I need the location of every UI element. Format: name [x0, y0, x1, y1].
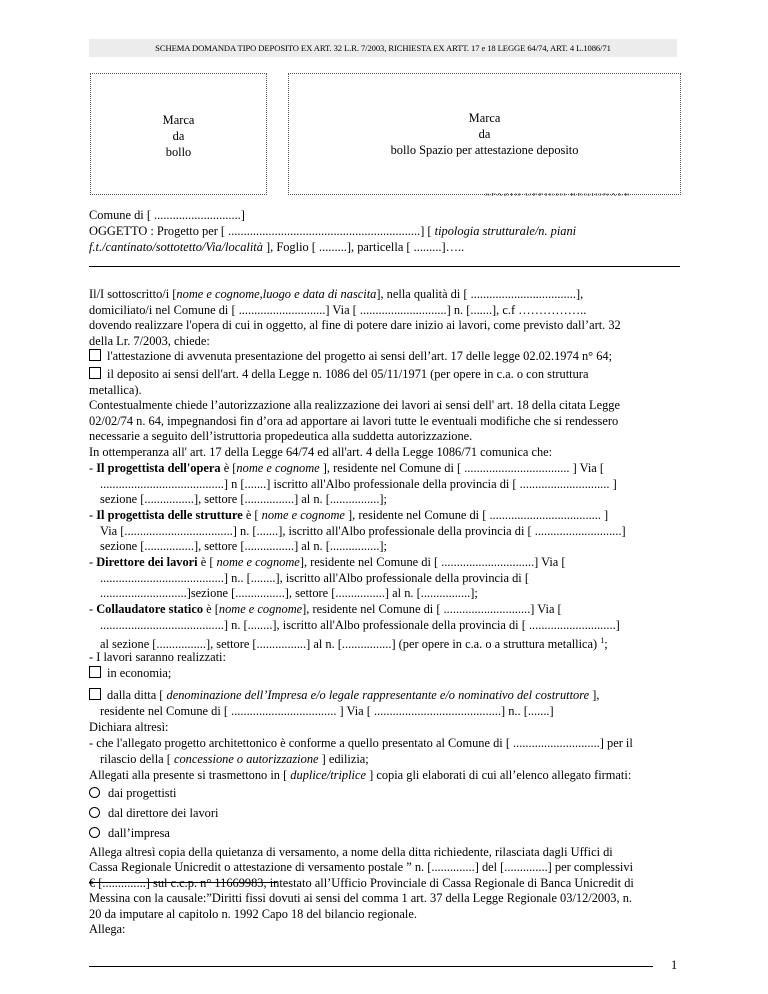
checkbox[interactable] [89, 666, 101, 678]
ditta-residenza: residente nel Comune di [ .................................. ] Via [ .........................................] n.. [.......] [100, 704, 554, 718]
footnote-divider [89, 882, 277, 883]
conforme-line: - che l'allegato progetto architettonico è conforme a quello presentato al Comune di [ ............................] per il [89, 736, 633, 750]
comune-line: Comune di [ ............................] [89, 208, 245, 222]
oggetto-line-2: f.t./cantinato/sottotetto/Via/località ], Foglio [ .........], particella [ .........]….. [89, 240, 465, 254]
allega-label: Allega: [89, 922, 126, 937]
radio[interactable] [89, 787, 100, 798]
page-number: 1 [671, 958, 678, 972]
footnote-ref[interactable]: 1 [600, 636, 605, 646]
progettista-opera: - Il progettista dell'opera è [nome e cognome ], residente nel Comune di [ .................................. ] Via [ ........................................] n [.......] iscritto all'Albo professionale della provincia di [ ............................. ] sezione [................], settore [................] al n. [................]; [89, 461, 617, 507]
radio[interactable] [89, 807, 100, 818]
option-progettisti[interactable]: dai progettisti [89, 786, 176, 801]
document-header: SCHEMA DOMANDA TIPO DEPOSITO EX ART. 32 L.R. 7/2003, RICHIESTA EX ARTT. 17 e 18 LEGGE 64/74, ART. 4 L.1086/71 [89, 39, 677, 57]
checkbox[interactable] [89, 367, 101, 379]
stamp-box-right [288, 73, 681, 195]
quietanza-paragraph: Allega altresì copia della quietanza di versamento, a nome della ditta richiedente, rilasciata dagli Uffici di Cassa Regionale Unicredit o attestazione di versamento postale ” n. [..............] del [..............] per complessivi € [..............] sul c.c.p. n° 11669983, intestato all’Ufficio Provinciale di Cassa Regionale di Banca Unicredit di Messina con la causale:”Diritti fissi dovuti ai sensi del comma 1 art. 37 della Legge Regionale 03/12/2003, n. 20 da imputare al capitolo n. 1992 Capo 18 del bilancio regionale. Allega: [89, 845, 679, 937]
divider [89, 266, 680, 267]
stamp-left-line: bollo [165, 145, 192, 159]
allegati-line: Allegati alla presente si trasmettono in [ duplice/triplice ] copia gli elaborati di cui all’elenco allegato firmati: [89, 768, 632, 782]
stamp-left-line: da [172, 129, 185, 143]
stamp-right-line: da [478, 127, 491, 141]
stamp-right-line: bollo Spazio per attestazione deposito [390, 143, 579, 157]
option-deposito-cont: metallica). [89, 383, 142, 397]
option-direttore[interactable]: dal direttore dei lavori [89, 806, 218, 821]
contestualmente-paragraph: Contestualmente chiede l’autorizzazione alla realizzazione dei lavori ai sensi dell' art. 18 della citata Legge 02/02/74 n. 64, impegnandosi fin d’ora ad apportare ai lavori tutte le eventuali modifiche che si rendessero necessarie a seguito dell’istruttoria propedeutica alla suddetta autorizzazione. In ottemperanza all' art. 17 della Legge 64/74 ed all'art. 4 della Legge 1086/71 comunica che: [89, 398, 620, 459]
option-deposito[interactable]: il deposito ai sensi dell'art. 4 della Legge n. 1086 del 05/11/1971 (per opere in c.a. o con struttura [89, 367, 588, 382]
oggetto-line: OGGETTO : Progetto per [ ..............................................................] [ tipologia strutturale/n. piani [89, 224, 577, 238]
checkbox[interactable] [89, 349, 101, 361]
checkbox[interactable] [89, 688, 101, 700]
collaudatore-statico: - Collaudatore statico è [nome e cognome], residente nel Comune di [ ............................] Via [ ........................................] n. [........], iscritto all'Albo professionale della provincia di [ ............................] al sezione [................], settore [................] al n. [................] (per opere in c.a. o a struttura metallica) $^1$; [89, 602, 620, 652]
stamp-right-line: Marca [468, 111, 501, 125]
stamp-overflow-text: SPAZIO UFFICIO REGIONALE [485, 193, 631, 197]
radio[interactable] [89, 827, 100, 838]
stamp-left-line: Marca [162, 113, 195, 127]
lavori-line: - I lavori saranno realizzati: [89, 650, 226, 664]
dichiara-line: Dichiara altresì: [89, 720, 169, 734]
option-economia[interactable]: in economia; [89, 666, 171, 681]
option-ditta[interactable]: dalla ditta [ denominazione dell’Impresa e/o legale rappresentante e/o nominativo del costruttore ], [89, 688, 599, 703]
conforme-line-2: rilascio della [ concessione o autorizzazione ] edilizia; [100, 752, 369, 766]
footer-rule [89, 966, 653, 967]
stamp-box-left [90, 73, 267, 195]
progettista-strutture: - Il progettista delle strutture è [ nome e cognome ], residente nel Comune di [ .................................... ] Via [...................................] n. [.......], iscritto all'Albo professionale della provincia di [ ............................] sezione [................], settore [................] al n. [................]; [89, 508, 626, 554]
intro-paragraph: Il/I sottoscritto/i [nome e cognome,luogo e data di nascita], nella qualità di [ ..................................], domiciliato/i nel Comune di [ ............................] Via [ ............................] n. [.......], c.f …………….. dovendo realizzare l'opera di cui in oggetto, al fine di potere dare inizio ai lavori, come previsto dall’art. 32 della Lr. 7/2003, chiede: [89, 287, 621, 348]
option-impresa[interactable]: dall’impresa [89, 826, 170, 841]
option-attestazione[interactable]: l'attestazione di avvenuta presentazione del progetto ai sensi dell’art. 17 delle legge 02.02.1974 n° 64; [89, 349, 612, 364]
direttore-lavori: - Direttore dei lavori è [ nome e cognome], residente nel Comune di [ ..............................] Via [ ........................................] n.. [........], iscritto all'Albo professionale della provincia di [ ............................]sezione [................], settore [................] al n. [................]; [89, 555, 566, 601]
